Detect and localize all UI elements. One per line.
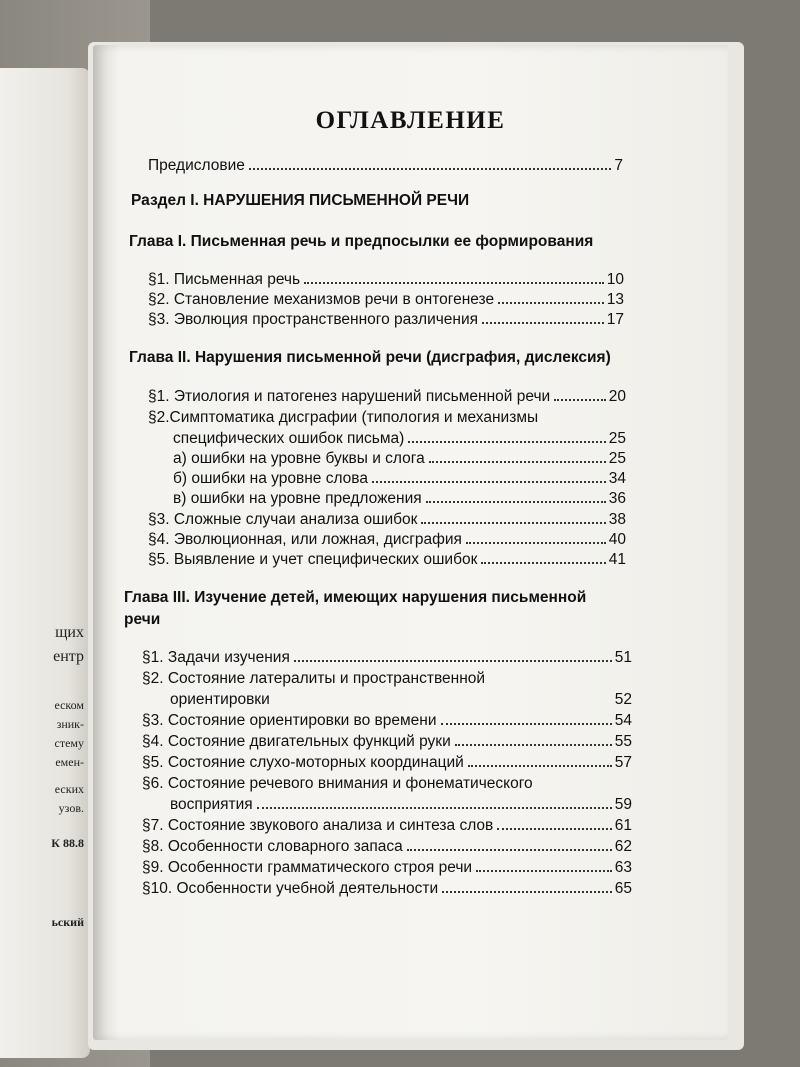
toc-page: 51 (614, 649, 632, 666)
leader-dots (274, 702, 612, 704)
toc-page: 38 (608, 511, 626, 528)
left-page-text: ентр (53, 648, 84, 665)
toc-entry (142, 649, 632, 667)
toc-entry (148, 531, 626, 549)
leader-dots (407, 849, 612, 851)
toc-entry (148, 311, 624, 329)
leader-dots (372, 481, 606, 483)
left-page-text: емен- (55, 755, 84, 769)
leader-dots (429, 461, 606, 463)
toc-page: 36 (608, 490, 626, 507)
toc-entry (142, 859, 632, 877)
toc-entry (148, 511, 626, 529)
toc-label: §2.Симптоматика дисграфии (типология и механизмы (148, 409, 539, 426)
left-page-text: еском (54, 698, 84, 712)
toc-label: §2. Становление механизмов речи в онтогенезе (148, 291, 495, 308)
leader-dots (482, 322, 604, 324)
toc-label: ориентировки (170, 691, 270, 708)
toc-page: 59 (614, 796, 632, 813)
leader-dots (497, 828, 611, 830)
left-page-text: К 88.8 (51, 836, 84, 850)
toc-entry (142, 838, 632, 856)
toc-entry (142, 733, 632, 751)
toc-page: 25 (608, 430, 626, 447)
chapter-heading: речи (124, 611, 161, 628)
leader-dots (498, 302, 604, 304)
toc-entry (170, 691, 632, 709)
contents-page (93, 45, 728, 1040)
leader-dots (441, 723, 612, 725)
toc-entry (173, 470, 626, 488)
leader-dots (426, 501, 606, 503)
toc-entry (173, 490, 626, 508)
toc-page: 40 (608, 531, 626, 548)
toc-label: §1. Задачи изучения (142, 649, 290, 666)
toc-entry (142, 712, 632, 730)
leader-dots (408, 441, 605, 443)
leader-dots (294, 660, 612, 662)
toc-page: 57 (614, 754, 632, 771)
left-page-text: щих (55, 624, 84, 641)
leader-dots (481, 562, 605, 564)
chapter-heading: Глава II. Нарушения письменной речи (дисграфия, дислексия) (129, 349, 611, 366)
chapter-heading: Глава I. Письменная речь и предпосылки ее формирования (129, 233, 594, 250)
toc-entry (148, 551, 626, 569)
leader-dots (466, 542, 606, 544)
left-page-text: ьский (51, 915, 84, 929)
toc-page: 20 (608, 388, 626, 405)
toc-entry (170, 796, 632, 814)
leader-dots (257, 807, 612, 809)
toc-label: б) ошибки на уровне слова (173, 470, 368, 487)
toc-label: §1. Этиология и патогенез нарушений письменной речи (148, 388, 551, 405)
toc-label: §9. Особенности грамматического строя речи (142, 859, 473, 876)
toc-page: 62 (614, 838, 632, 855)
left-page-text: стему (54, 736, 84, 750)
toc-label: в) ошибки на уровне предложения (173, 490, 422, 507)
chapter-heading: Глава III. Изучение детей, имеющих нарушения письменной (124, 589, 587, 606)
left-page-text: еских (54, 782, 84, 796)
toc-entry-preface (148, 157, 623, 175)
toc-entry (142, 817, 632, 835)
toc-label: §7. Состояние звукового анализа и синтеза слов (142, 817, 494, 834)
toc-entry (142, 754, 632, 772)
page-title: ОГЛАВЛЕНИЕ (315, 107, 506, 134)
toc-page: 17 (606, 311, 624, 328)
toc-label: а) ошибки на уровне буквы и слога (173, 450, 425, 467)
toc-entry (173, 430, 626, 448)
toc-label: §10. Особенности учебной деятельности (142, 880, 439, 897)
toc-entry (148, 271, 624, 289)
toc-page: 55 (614, 733, 632, 750)
toc-entry (173, 450, 626, 468)
toc-label: §6. Состояние речевого внимания и фонематического (142, 775, 533, 792)
toc-label: восприятия (170, 796, 253, 813)
toc-label: §3. Состояние ориентировки во времени (142, 712, 437, 729)
leader-dots (455, 744, 612, 746)
toc-entry (148, 388, 626, 406)
toc-label: специфических ошибок письма) (173, 430, 405, 447)
toc-page: 52 (614, 691, 632, 708)
toc-label: §2. Состояние латералиты и пространственной (142, 670, 486, 687)
section-heading: Раздел I. НАРУШЕНИЯ ПИСЬМЕННОЙ РЕЧИ (131, 192, 470, 209)
toc-page: 63 (614, 859, 632, 876)
leader-dots (468, 765, 612, 767)
left-page-text: узов. (58, 801, 84, 815)
leader-dots (249, 168, 612, 170)
toc-entry (148, 291, 624, 309)
leader-dots (554, 399, 606, 401)
toc-label: §3. Сложные случаи анализа ошибок (148, 511, 418, 528)
leader-dots (476, 870, 612, 872)
toc-page: 10 (606, 271, 624, 288)
leader-dots (442, 891, 612, 893)
left-page (0, 68, 90, 1058)
leader-dots (421, 522, 605, 524)
toc-page: 65 (614, 880, 632, 897)
left-page-text: зник- (56, 717, 84, 731)
toc-page: 34 (608, 470, 626, 487)
toc-page: 13 (606, 291, 624, 308)
toc-entry (142, 880, 632, 898)
toc-page: 41 (608, 551, 626, 568)
toc-page: 61 (614, 817, 632, 834)
toc-page: 25 (608, 450, 626, 467)
toc-label: §8. Особенности словарного запаса (142, 838, 403, 855)
toc-label: §5. Выявление и учет специфических ошибок (148, 551, 478, 568)
toc-label: Предисловие (148, 157, 245, 174)
leader-dots (304, 282, 604, 284)
toc-label: §4. Состояние двигательных функций руки (142, 733, 451, 750)
toc-label: §4. Эволюционная, или ложная, дисграфия (148, 531, 462, 548)
toc-label: §1. Письменная речь (148, 271, 301, 288)
toc-page: 7 (614, 157, 623, 174)
toc-label: §5. Состояние слухо-моторных координаций (142, 754, 464, 771)
toc-label: §3. Эволюция пространственного различения (148, 311, 479, 328)
toc-page: 54 (614, 712, 632, 729)
